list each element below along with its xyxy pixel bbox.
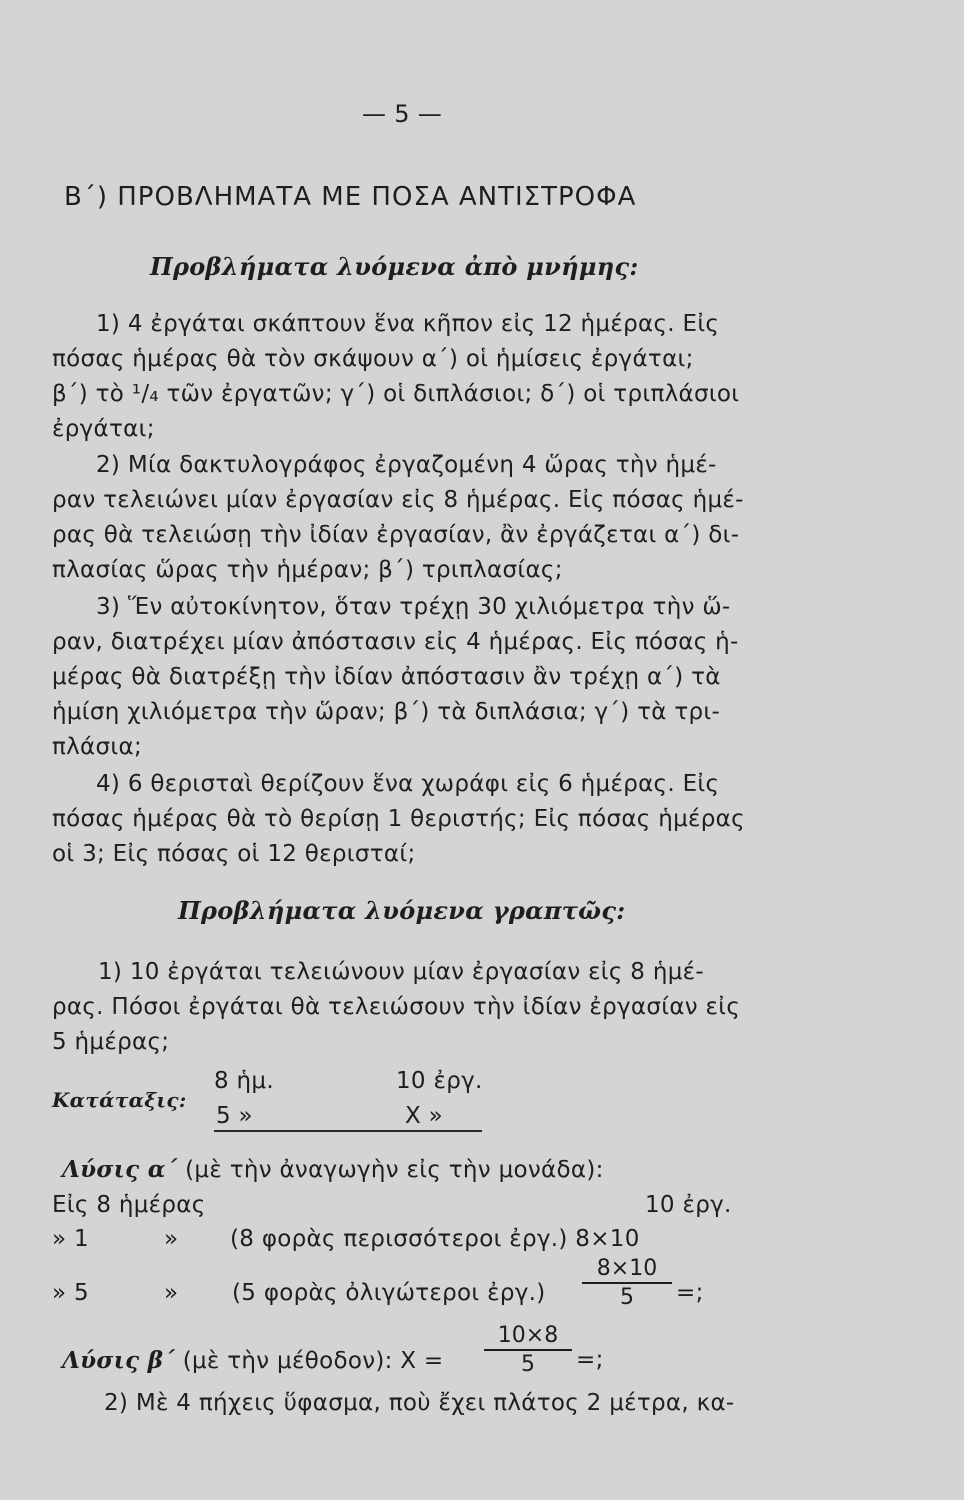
setup-row1-workers: 10 ἐργ. [396, 1068, 483, 1094]
setup-row2-days: 5 » [216, 1103, 253, 1129]
setup-underline [214, 1130, 482, 1132]
solution-a-line1-left: Εἰς 8 ἡμέρας [52, 1192, 206, 1218]
solution-b-heading [62, 1347, 444, 1374]
solution-a-line2-col2: » [164, 1226, 179, 1252]
problem-3-line: μέρας θὰ διατρέξῃ τὴν ἰδίαν ἀπόστασιν ἂν τρέχῃ α΄) τὰ [52, 664, 721, 690]
problem-2-line: 2) Μία δακτυλογράφος ἐργαζομένη 4 ὥρας τὴν ἡμέ- [96, 452, 717, 478]
solution-a-label: Λύσις α΄ [62, 1156, 178, 1183]
solution-a-line2-col1: » 1 [52, 1226, 89, 1252]
problem-1-line: πόσας ἡμέρας θὰ τὸν σκάψουν α΄) οἱ ἡμίσεις ἐργάται; [52, 346, 694, 372]
written-problem-1-line: 1) 10 ἐργάται τελειώνουν μίαν ἐργασίαν εἰς 8 ἡμέ- [98, 959, 704, 985]
fraction-denominator: 5 [521, 1352, 535, 1377]
page-number: — 5 — [362, 100, 443, 128]
problem-2-line: ρας θὰ τελειώσῃ τὴν ἰδίαν ἐργασίαν, ἂν ἐργάζεται α΄) δι- [52, 522, 740, 548]
problem-4-line: οἱ 3; Εἰς πόσας οἱ 12 θερισταί; [52, 841, 416, 867]
solution-a-line3-end: =; [676, 1280, 704, 1306]
solution-a-heading [62, 1156, 604, 1183]
subheading-written: Προβλήματα λυόμενα γραπτῶς: [178, 896, 626, 925]
setup-label: Κατάταξις: [52, 1088, 187, 1112]
problem-1-line: ἐργάται; [52, 416, 155, 442]
solution-a-line3-col3: (5 φορὰς ὀλιγώτεροι ἐργ.) [232, 1280, 546, 1306]
problem-2-line: ραν τελειώνει μίαν ἐργασίαν εἰς 8 ἡμέρας. Εἰς πόσας ἡμέ- [52, 487, 744, 513]
solution-b-fraction [484, 1323, 572, 1377]
fraction-numerator: 10×8 [484, 1323, 572, 1351]
fraction-numerator: 8×10 [582, 1256, 672, 1284]
section-title: Β΄) ΠΡΟΒΛΗΜΑΤΑ ΜΕ ΠΟΣΑ ΑΝΤΙΣΤΡΟΦΑ [64, 182, 637, 212]
solution-a-line3-col1: » 5 [52, 1280, 89, 1306]
solution-b-label-rest: (μὲ τὴν μέθοδον): X = [182, 1348, 444, 1374]
written-problem-1-line: 5 ἡμέρας; [52, 1029, 170, 1055]
problem-2-line: πλασίας ὥρας τὴν ἡμέραν; β΄) τριπλασίας; [52, 557, 563, 583]
problem-1-line: 1) 4 ἐργάται σκάπτουν ἕνα κῆπον εἰς 12 ἡμέρας. Εἰς [96, 311, 720, 337]
problem-3-line: ἡμίση χιλιόμετρα τὴν ὥραν; β΄) τὰ διπλάσια; γ΄) τὰ τρι- [52, 699, 721, 725]
solution-a-line1-right: 10 ἐργ. [645, 1192, 732, 1218]
written-problem-1-line: ρας. Πόσοι ἐργάται θὰ τελειώσουν τὴν ἰδίαν ἐργασίαν εἰς [52, 994, 741, 1020]
solution-b-end: =; [576, 1347, 604, 1373]
problem-3-line: 3) Ἕν αὐτοκίνητον, ὅταν τρέχῃ 30 χιλιόμετρα τὴν ὥ- [96, 594, 731, 620]
solution-a-label-rest: (μὲ τὴν ἀναγωγὴν εἰς τὴν μονάδα): [185, 1157, 604, 1183]
setup-row1-days: 8 ἡμ. [214, 1068, 274, 1094]
solution-a-line3-col2: » [164, 1280, 179, 1306]
solution-a-line2-col3: (8 φορὰς περισσότεροι ἐργ.) 8×10 [230, 1226, 640, 1252]
problem-1-line: β΄) τὸ ¹/₄ τῶν ἐργατῶν; γ΄) οἱ διπλάσιοι; δ΄) οἱ τριπλάσιοι [52, 381, 740, 407]
problem-4-line: πόσας ἡμέρας θὰ τὸ θερίσῃ 1 θεριστής; Εἰς πόσας ἡμέρας [52, 806, 745, 832]
written-problem-2-line: 2) Μὲ 4 πήχεις ὕφασμα, ποὺ ἔχει πλάτος 2 μέτρα, κα- [104, 1390, 735, 1416]
solution-b-label: Λύσις β΄ [62, 1347, 176, 1374]
problem-3-line: ραν, διατρέχει μίαν ἀπόστασιν εἰς 4 ἡμέρας. Εἰς πόσας ἡ- [52, 629, 739, 655]
setup-row2-workers: X » [405, 1103, 444, 1129]
problem-4-line: 4) 6 θερισταὶ θερίζουν ἕνα χωράφι εἰς 6 ἡμέρας. Εἰς [96, 771, 720, 797]
subheading-memory: Προβλήματα λυόμενα ἀπὸ μνήμης: [150, 252, 639, 281]
problem-3-line: πλάσια; [52, 734, 142, 760]
fraction-denominator: 5 [620, 1285, 634, 1310]
solution-a-fraction [582, 1256, 672, 1310]
